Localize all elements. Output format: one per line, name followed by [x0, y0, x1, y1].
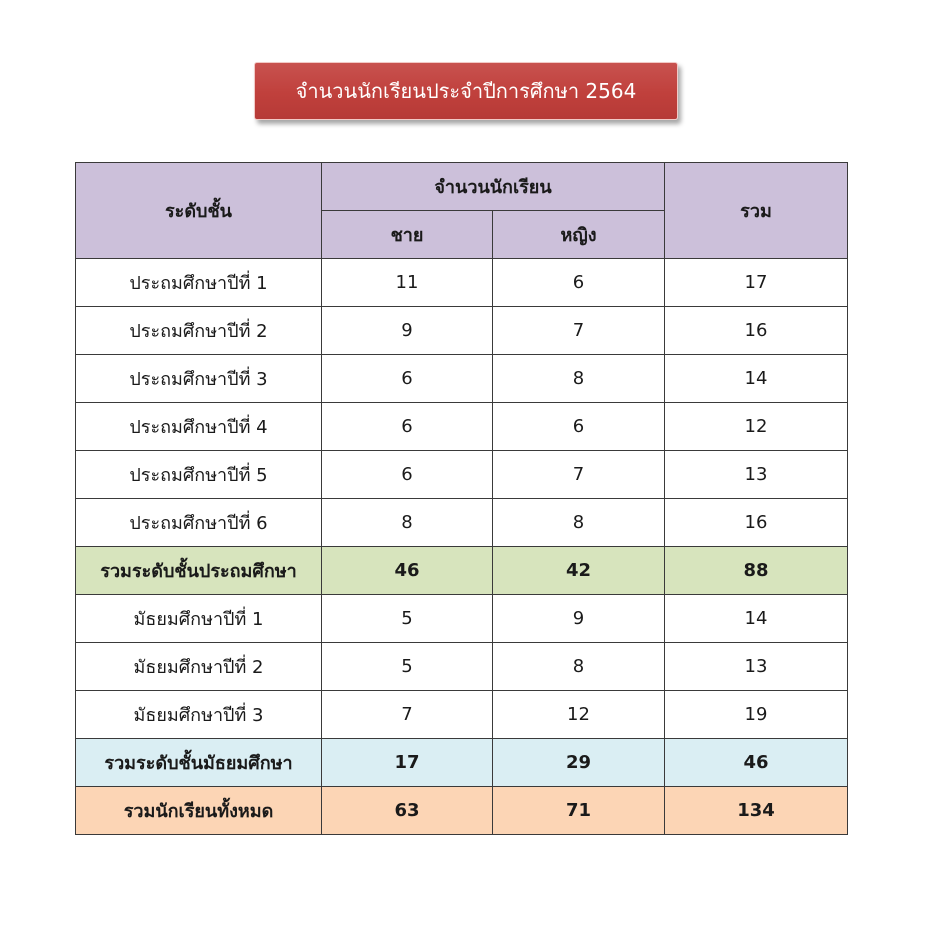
header-student-count: จำนวนนักเรียน — [322, 163, 665, 211]
cell-total: 12 — [665, 403, 848, 451]
cell-female: 7 — [493, 307, 665, 355]
table-row — [76, 355, 848, 403]
header-total: รวม — [665, 163, 848, 259]
table-row — [76, 307, 848, 355]
header-female: หญิง — [493, 211, 665, 259]
header-male: ชาย — [322, 211, 493, 259]
cell-total: 46 — [665, 739, 848, 787]
cell-male: 17 — [322, 739, 493, 787]
cell-female: 7 — [493, 451, 665, 499]
cell-total: 14 — [665, 355, 848, 403]
cell-total: 13 — [665, 451, 848, 499]
table-row — [76, 451, 848, 499]
primary-total-row — [76, 547, 848, 595]
cell-level: ประถมศึกษาปีที่ 2 — [76, 307, 322, 355]
cell-male: 9 — [322, 307, 493, 355]
cell-total: 16 — [665, 499, 848, 547]
cell-male: 5 — [322, 643, 493, 691]
grand-total-row — [76, 787, 848, 835]
cell-female: 9 — [493, 595, 665, 643]
cell-total: 88 — [665, 547, 848, 595]
cell-total: 16 — [665, 307, 848, 355]
cell-level: รวมระดับชั้นประถมศึกษา — [76, 547, 322, 595]
page-title — [254, 62, 678, 120]
cell-male: 63 — [322, 787, 493, 835]
cell-male: 5 — [322, 595, 493, 643]
cell-male: 7 — [322, 691, 493, 739]
cell-total: 14 — [665, 595, 848, 643]
cell-male: 6 — [322, 355, 493, 403]
student-count-table — [75, 162, 848, 835]
cell-level: มัธยมศึกษาปีที่ 2 — [76, 643, 322, 691]
header-level: ระดับชั้น — [76, 163, 322, 259]
table-row — [76, 499, 848, 547]
cell-level: ประถมศึกษาปีที่ 4 — [76, 403, 322, 451]
cell-total: 17 — [665, 259, 848, 307]
cell-total: 19 — [665, 691, 848, 739]
cell-level: ประถมศึกษาปีที่ 3 — [76, 355, 322, 403]
cell-female: 8 — [493, 355, 665, 403]
table-row — [76, 691, 848, 739]
cell-female: 71 — [493, 787, 665, 835]
cell-level: ประถมศึกษาปีที่ 1 — [76, 259, 322, 307]
cell-female: 29 — [493, 739, 665, 787]
page-title-text: จำนวนนักเรียนประจำปีการศึกษา 2564 — [295, 79, 637, 103]
cell-female: 8 — [493, 643, 665, 691]
cell-male: 8 — [322, 499, 493, 547]
table-row — [76, 643, 848, 691]
cell-level: ประถมศึกษาปีที่ 6 — [76, 499, 322, 547]
cell-level: รวมนักเรียนทั้งหมด — [76, 787, 322, 835]
table-row — [76, 259, 848, 307]
cell-male: 46 — [322, 547, 493, 595]
cell-female: 6 — [493, 403, 665, 451]
cell-male: 6 — [322, 403, 493, 451]
cell-total: 13 — [665, 643, 848, 691]
table-row — [76, 595, 848, 643]
cell-level: มัธยมศึกษาปีที่ 3 — [76, 691, 322, 739]
cell-total: 134 — [665, 787, 848, 835]
secondary-total-row — [76, 739, 848, 787]
cell-level: มัธยมศึกษาปีที่ 1 — [76, 595, 322, 643]
cell-level: รวมระดับชั้นมัธยมศึกษา — [76, 739, 322, 787]
cell-female: 6 — [493, 259, 665, 307]
cell-male: 11 — [322, 259, 493, 307]
table-row — [76, 403, 848, 451]
cell-female: 42 — [493, 547, 665, 595]
cell-level: ประถมศึกษาปีที่ 5 — [76, 451, 322, 499]
cell-female: 12 — [493, 691, 665, 739]
cell-female: 8 — [493, 499, 665, 547]
cell-male: 6 — [322, 451, 493, 499]
